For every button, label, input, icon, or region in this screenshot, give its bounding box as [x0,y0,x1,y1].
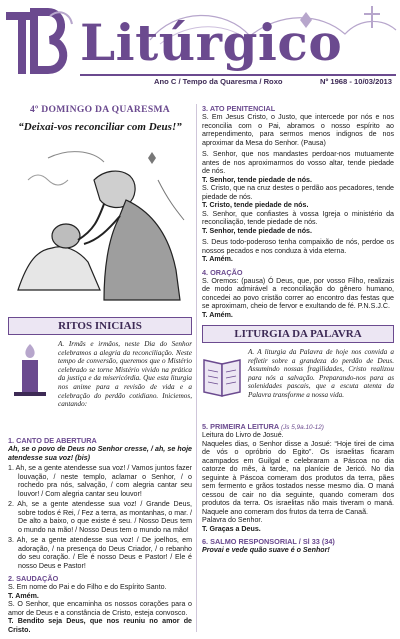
canto-verse: 2. Ah, se a gente atendesse sua voz! / Grande Deus, sobre todos é Rei, / Fez a terra, as montanhas, o mar. / De alto a baixo, o que existe é seu. / Nosso Deus tem o mundo na mão! / Nosso Deus tem o mundo na mão! [8,500,192,534]
palavra-intro-text: A. A liturgia da Palavra de hoje nos convida a refletir sobre a grandeza do perdão de Deus. Assumindo nossas fragilidades, Cristo realizou para nós a salvação. Preparando-nos para as solenidades pascais, que a escuta atenta da Palavra transforme a nossa vida. [248,348,394,399]
ato-text: S. Deus todo-poderoso tenha compaixão de nós, perdoe os nossos pecados e nos conduza à vida eterna. [202,238,394,255]
liturgico-logo-icon [4,6,74,78]
saudacao-t1: T. Amém. [8,591,39,600]
oracao-text: S. Oremos: (pausa) Ó Deus, que, por vosso Filho, realizais de modo admirável a reconciliação do gênero humano, concedei ao povo cristão correr ao encontro das festas que se aproximam, cheio de fervor e exultando de fé. P.N.S.J.C. [202,276,394,310]
masthead [0,0,400,98]
leitura-end: Palavra do Senhor. [202,516,263,524]
leitura-text: Naqueles dias, o Senhor disse a Josué: “Hoje tirei de cima de vós o opróbrio do Egito”. Os israelitas ficaram acampados em Guilgal e celebraram a Páscoa no dia catorze do mês, à tarde, na planície de Jericó. No dia seguinte à Páscoa comeram dos produtos da terra, pães sem fermento e grãos tostados nesse mesmo dia. O maná cessou de cair no dia seguinte, quando comeram dos produtos da terra. Os israelitas não mais tiveram o maná. Naquele ano comeram dos frutos da terra de Canaã. [202,439,394,516]
ato-penitencial-title: 3. ATO PENITENCIAL [202,104,276,113]
canto-verse: 3. Ah, se a gente atendesse sua voz! / De joelhos, em adoração, / na presença do Deus Criador, / o rebanho do seu coração. / Ele é nosso Deus e Pastor! / Ele é nosso Deus e Pastor! [8,536,192,570]
ato-response: T. Senhor, tende piedade de nós. [202,175,312,184]
ato-text: S. Em Jesus Cristo, o Justo, que intercede por nós e nos reconcilia com o Pai, abramos o nosso espírito ao arrependimento, para sermos menos indignos de nos aproximar da Mesa do Senhor. (Pausa) [202,113,394,147]
candle-icon [8,340,52,396]
palavra-intro [202,348,394,418]
ritos-intro-text: A. Irmãs e irmãos, neste Dia do Senhor celebramos a alegria da reconciliação. Neste tempo de conversão, queremos que o Mistério celebrado se torne Mistério vivido na prática da justiça e da misericórdia. Que esta liturgia nos anime para a revisão de vida e a celebração do perdão cotidiano. Iniciemos, cantando: [58,340,192,409]
ato-response: T. Cristo, tende piedade de nós. [202,201,309,209]
liturgia-palavra-header: LITURGIA DA PALAVRA [202,325,394,343]
ato-response: T. Amém. [202,255,233,263]
primeira-leitura-label: 5. PRIMEIRA LEITURA [202,422,279,431]
ritos-intro [8,340,192,432]
leitura-response: T. Graças a Deus. [202,524,261,533]
headline: “Deixai-vos reconciliar com Deus!” [18,121,182,133]
saudacao-t2: T. Bendito seja Deus, que nos reuniu no amor de Cristo. [8,617,192,634]
ato-text: S. Senhor, que nos mandastes perdoar-nos mutuamente antes de nos aproximarmos do vosso altar, tende piedade de nós. [202,150,394,175]
masthead-title: Litúrgico [80,13,343,72]
masthead-subtitle: Ano C / Tempo da Quaresma / Roxo [154,77,283,86]
salmo-title: 6. SALMO RESPONSORIAL / Sl 33 (34) [202,537,335,546]
canto-abertura-title: 1. CANTO DE ABERTURA [8,436,97,445]
column-divider [196,104,197,632]
primeira-leitura-title [202,422,394,431]
salmo-response: Provai e vede quão suave é o Senhor! [202,546,330,554]
ato-text: S. Cristo, que na cruz destes o perdão aos pecadores, tende piedade de nós. [202,184,394,201]
left-column [8,104,192,634]
issue-number: Nº 1968 - 10/03/2013 [319,77,392,86]
masthead-rule [80,74,396,76]
leitura-intro: Leitura do Livro de Josué. [202,431,284,439]
ato-text: S. Senhor, que confiastes à vossa Igreja o ministério da reconciliação, tende piedade de nós. [202,209,394,226]
right-column [202,104,394,555]
ritos-iniciais-header: RITOS INICIAIS [8,317,192,335]
oracao-response: T. Amém. [202,310,233,319]
reconciliation-illustration-icon [8,140,192,306]
sunday-title: 4º DOMINGO DA QUARESMA [29,104,171,115]
saudacao-s2: S. O Senhor, que encaminha os nossos corações para o amor de Deus e a constância de Cristo, esteja convosco. [8,600,192,617]
saudacao-title: 2. SAUDAÇÃO [8,574,59,583]
canto-verse: 1. Ah, se a gente atendesse sua voz! / Vamos juntos fazer louvação, / neste templo, aclamar o Senhor, / o rochedo pra nós, salvação, / com alegria cantar seu louvor! / Com alegria cantar seu louvor! [8,464,192,498]
open-book-icon [202,350,242,400]
saudacao-s1: S. Em nome do Pai e do Filho e do Espírito Santo. [8,583,167,591]
oracao-title: 4. ORAÇÃO [202,267,243,277]
primeira-leitura-ref: (Js 5,9a.10-12) [280,424,324,431]
canto-antiphon: Ah, se o povo de Deus no Senhor cresse, / ah, se hoje atendesse sua voz! (bis) [8,445,192,462]
ato-response: T. Senhor, tende piedade de nós. [202,226,312,235]
